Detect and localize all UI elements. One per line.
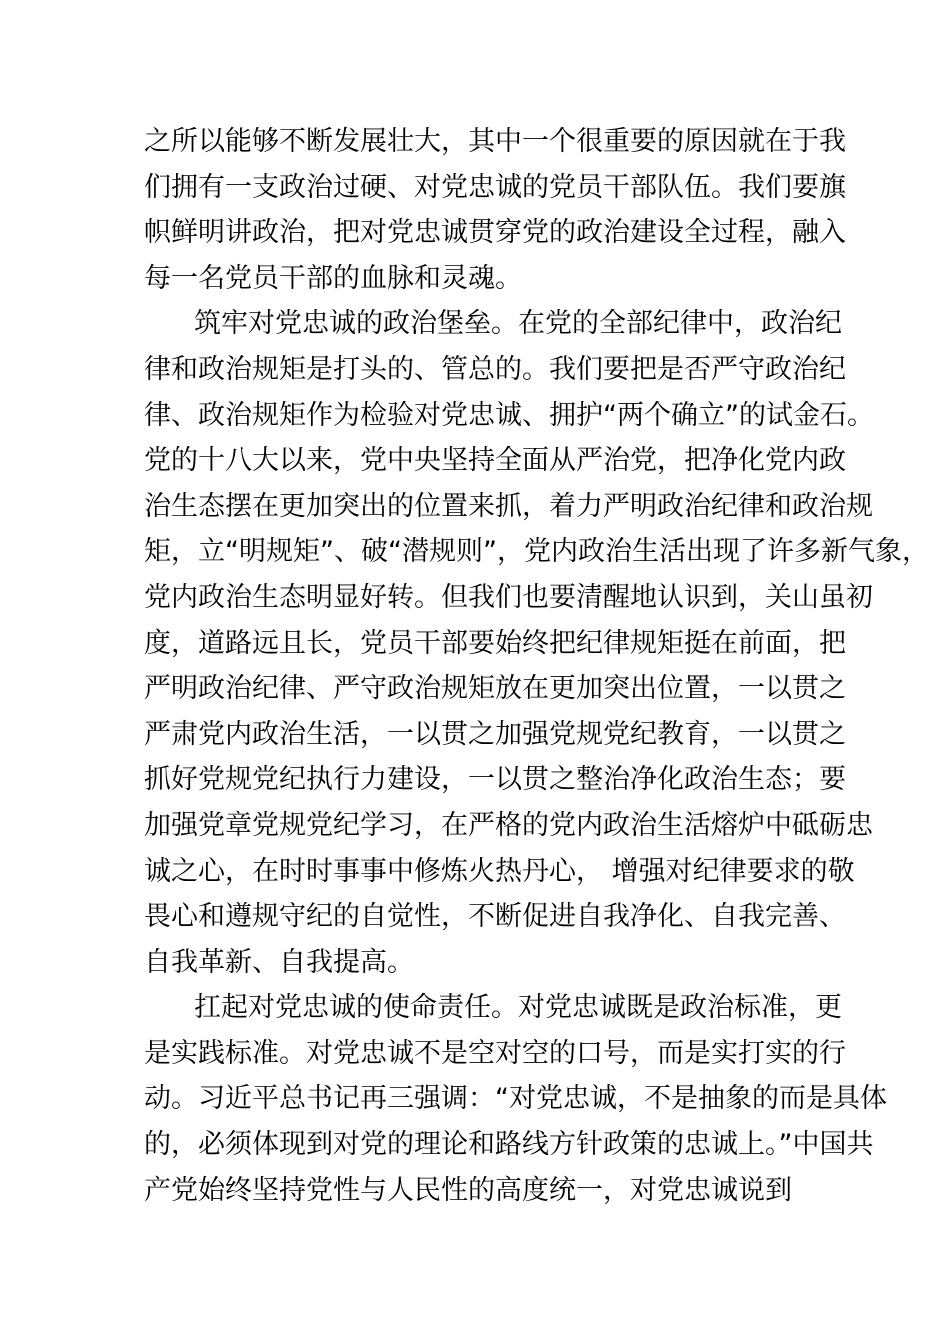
text-line: 的，必须体现到对党的理论和路线方针政策的忠诚上。”中国共 (144, 1129, 874, 1161)
text-line: 动。习近平总书记再三强调：“对党忠诚，不是抽象的而是具体 (144, 1083, 887, 1115)
text-line: 严肃党内政治生活，一以贯之加强党规党纪教育，一以贯之 (144, 718, 846, 750)
text-line: 们拥有一支政治过硬、对党忠诚的党员干部队伍。我们要旗 (144, 171, 846, 203)
text-line: 是实践标准。对党忠诚不是空对空的口号，而是实打实的行 (144, 1037, 846, 1069)
text-line: 抓好党规党纪执行力建设，一以贯之整治净化政治生态；要 (144, 764, 846, 796)
text-line: 产党始终坚持党性与人民性的高度统一，对党忠诚说到 (144, 1174, 792, 1206)
text-line: 度，道路远且长，党员干部要始终把纪律规矩挺在前面，把 (144, 627, 846, 659)
text-line: 帜鲜明讲政治，把对党忠诚贯穿党的政治建设全过程，融入 (144, 217, 846, 249)
paragraph-heading-line: 扛起对党忠诚的使命责任。对党忠诚既是政治标准，更 (194, 992, 842, 1024)
text-line: 严明政治纪律、严守政治规矩放在更加突出位置，一以贯之 (144, 673, 846, 705)
text-line: 律、政治规矩作为检验对党忠诚、拥护“两个确立”的试金石。 (144, 399, 874, 431)
text-line: 之所以能够不断发展壮大，其中一个很重要的原因就在于我 (144, 126, 846, 157)
text-line: 律和政治规矩是打头的、管总的。我们要把是否严守政治纪 (144, 353, 846, 385)
text-line: 党的十八大以来，党中央坚持全面从严治党，把净化党内政 (144, 445, 846, 477)
text-line: 畏心和遵规守纪的自觉性，不断促进自我净化、自我完善、 (144, 901, 846, 933)
paragraph-heading-line: 筑牢对党忠诚的政治堡垒。在党的全部纪律中，政治纪 (194, 308, 842, 340)
text-line: 党内政治生态明显好转。但我们也要清醒地认识到，关山虽初 (144, 581, 873, 613)
text-line: 加强党章党规党纪学习，在严格的党内政治生活熔炉中砥砺忠 (144, 809, 873, 841)
text-line: 治生态摆在更加突出的位置来抓，着力严明政治纪律和政治规 (144, 490, 873, 522)
text-line: 诚之心，在时时事事中修炼火热丹心， 增强对纪律要求的敬 (144, 855, 855, 887)
text-line: 每一名党员干部的血脉和灵魂。 (144, 262, 522, 294)
body-text (144, 119, 929, 1213)
text-line: 自我革新、自我提高。 (144, 946, 414, 978)
text-line: 矩，立“明规矩”、破“潜规则”，党内政治生活出现了许多新气象， (144, 536, 929, 568)
